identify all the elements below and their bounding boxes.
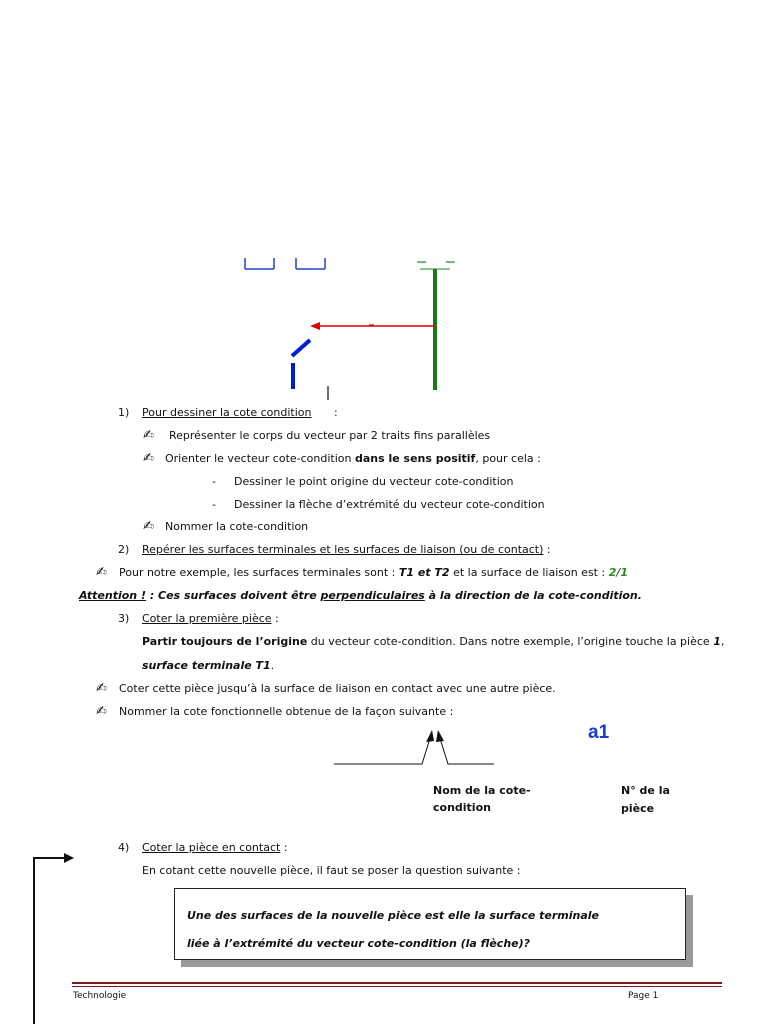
item-1-colon: : xyxy=(334,406,338,419)
item-3-number: 3) xyxy=(118,612,130,625)
p1-b: du vecteur cote-condition. Dans notre exemple, l’origine touche la pièce xyxy=(307,635,714,648)
label-num-line-2: pièce xyxy=(621,802,655,815)
p1-d: , xyxy=(720,635,725,648)
writing-hand-icon: ✍ xyxy=(96,704,107,719)
dash-marker: - xyxy=(212,475,216,488)
question-line-2: liée à l’extrémité du vecteur cote-condition (la flèche)? xyxy=(187,937,531,950)
example-a: Pour notre exemple, les surfaces terminales sont : xyxy=(119,566,399,579)
example-d: 2/1 xyxy=(608,566,629,579)
item-1-number: 1) xyxy=(118,406,130,419)
dash-item-2: Dessiner la flèche d’extrémité du vecteur cote-condition xyxy=(234,498,545,511)
dash-item-1: Dessiner le point origine du vecteur cote-condition xyxy=(234,475,514,488)
sub-item-2-b: dans le sens positif xyxy=(354,452,476,465)
item-3-title-text: Coter la première pièce xyxy=(142,612,272,625)
footer-rule xyxy=(72,982,722,984)
cote-label-a1: a1 xyxy=(588,722,610,743)
p2-dot: . xyxy=(270,659,275,672)
item-2-colon: : xyxy=(543,543,551,556)
label-nom-line-2: conditi̇on xyxy=(433,801,491,814)
bullet-2: Nommer la cote fonctionnelle obtenue de la façon suivante : xyxy=(119,705,454,718)
example-b: T1 et T2 xyxy=(398,566,450,579)
example-c: et la surface de liaison est : xyxy=(449,566,609,579)
item-2-number: 2) xyxy=(118,543,130,556)
sub-item-1: Représenter le corps du vecteur par 2 traits fins parallèles xyxy=(169,429,491,442)
question-line-1: Une des surfaces de la nouvelle pièce est elle la surface terminale xyxy=(187,909,600,922)
paragraph-4: En cotant cette nouvelle pièce, il faut se poser la question suivante : xyxy=(142,864,521,877)
sub-item-3: Nommer la cote-condition xyxy=(165,520,309,533)
dash-marker: - xyxy=(212,498,216,511)
label-num-line-1: N° de la xyxy=(621,784,670,797)
writing-hand-icon: ✍ xyxy=(96,565,107,580)
p2-text: surface terminale T1 xyxy=(142,659,271,672)
p1-c: 1 xyxy=(713,635,721,648)
attention-d: à la direction de la cote-condition. xyxy=(424,589,642,602)
writing-hand-icon: ✍ xyxy=(143,451,154,466)
writing-hand-icon: ✍ xyxy=(143,519,154,534)
item-3-colon: : xyxy=(271,612,279,625)
writing-hand-icon: ✍ xyxy=(143,428,154,443)
footer-page: Page 1 xyxy=(628,991,659,1001)
attention-b: : Ces surfaces doivent être xyxy=(145,589,321,602)
item-1-title-text: Pour dessiner la cote condition xyxy=(142,406,312,419)
sub-item-2-c: , pour cela : xyxy=(475,452,541,465)
item-4-colon: : xyxy=(280,841,288,854)
p1-a: Partir toujours de l’origine xyxy=(142,635,308,648)
item-4-title-text: Coter la pièce en contact xyxy=(142,841,281,854)
label-nom-line-1: Nom de la cote- xyxy=(433,784,531,797)
item-4-number: 4) xyxy=(118,841,130,854)
bullet-1: Coter cette pièce jusqu’à la surface de liaison en contact avec une autre pièce. xyxy=(119,682,556,695)
writing-hand-icon: ✍ xyxy=(96,681,107,696)
item-2-title-text: Repérer les surfaces terminales et les surfaces de liaison (ou de contact) xyxy=(142,543,544,556)
question-box xyxy=(174,888,686,960)
footer-left: Technologie xyxy=(73,991,127,1001)
attention-a: Attention ! xyxy=(79,589,146,602)
footer-rule-thin xyxy=(72,986,722,987)
attention-c: perpendiculaires xyxy=(320,589,425,602)
item-4-title xyxy=(142,841,288,854)
sub-item-2-a: Orienter le vecteur cote-condition xyxy=(165,452,355,465)
